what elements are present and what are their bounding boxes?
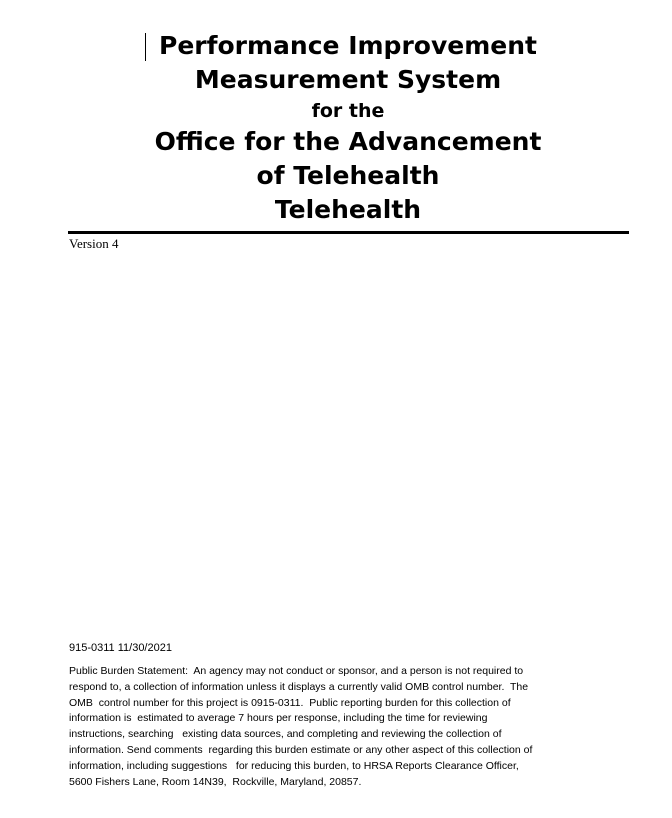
- title-divider: [68, 231, 629, 234]
- version-label: Version 4: [69, 236, 119, 251]
- burden-line: information. Send comments regarding this burden estimate or any other aspect of this collection of: [69, 743, 533, 756]
- title-line-1: Performance Improvement: [159, 31, 537, 60]
- title-line-3: for the: [311, 100, 385, 122]
- document-title: [68, 29, 628, 227]
- burden-line: instructions, searching existing data sources, and completing and reviewing the collection of: [69, 728, 502, 741]
- burden-line: 5600 Fishers Lane, Room 14N39, Rockville, Maryland, 20857.: [69, 775, 362, 788]
- burden-line: information is estimated to average 7 hours per response, including the time for reviewing: [69, 712, 488, 725]
- title-line-4: Office for the Advancement: [154, 127, 542, 156]
- burden-line: Public Burden Statement: An agency may not conduct or sponsor, and a person is not required to: [69, 665, 524, 677]
- public-burden-statement: [69, 664, 614, 790]
- title-line-6: Telehealth: [274, 195, 422, 224]
- burden-line: OMB control number for this project is 0915-0311. Public reporting burden for this collection of: [69, 696, 511, 709]
- burden-line: respond to, a collection of information unless it displays a currently valid OMB control number. The: [69, 680, 529, 693]
- title-line-5: of Telehealth: [256, 161, 440, 190]
- burden-line: information, including suggestions for reducing this burden, to HRSA Reports Clearance Officer,: [69, 759, 519, 772]
- title-line-2: Measurement System: [194, 65, 502, 94]
- omb-control-date: 915-0311 11/30/2021: [69, 642, 172, 654]
